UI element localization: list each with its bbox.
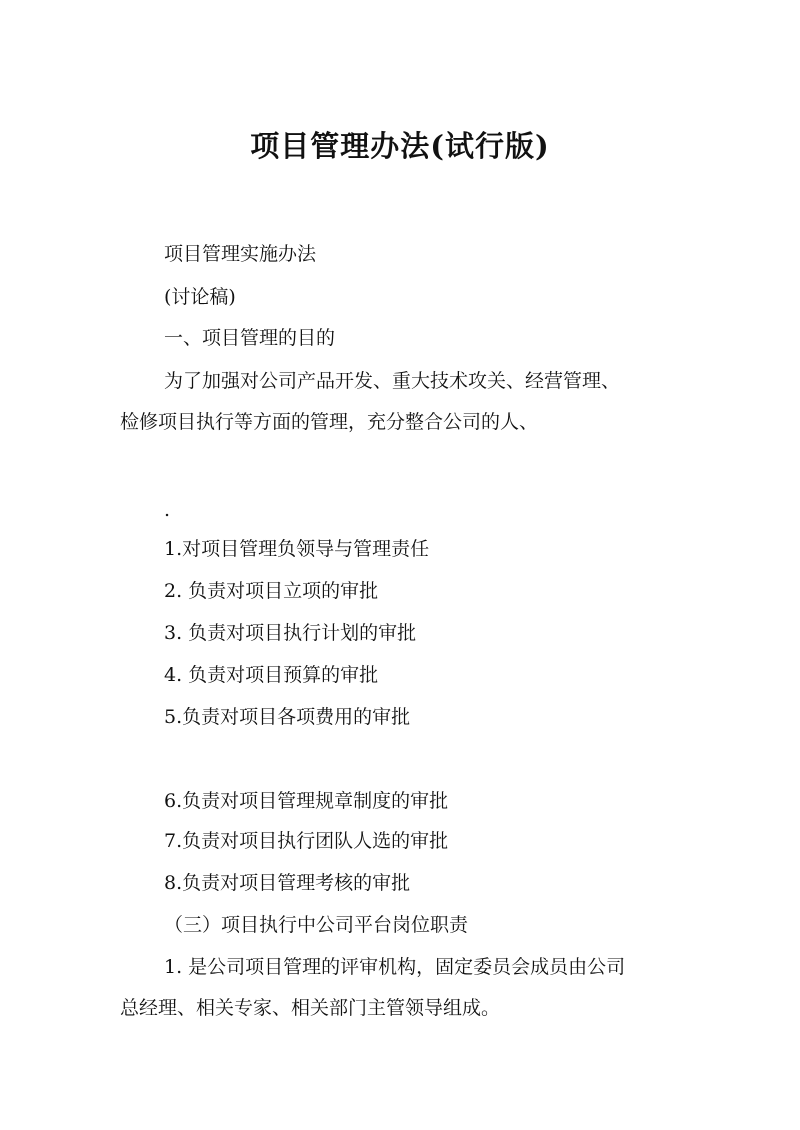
duty-item: 2. 负责对项目立项的审批 — [164, 580, 379, 602]
purpose-paragraph-line-1: 为了加强对公司产品开发、重大技术攻关、经营管理、 — [164, 370, 621, 392]
duty-item: 5.负责对项目各项费用的审批 — [164, 706, 411, 728]
subtitle: 项目管理实施办法 — [164, 243, 317, 265]
separator-dot: . — [164, 499, 171, 521]
duty-item: 6.负责对项目管理规章制度的审批 — [164, 790, 449, 812]
platform-paragraph-line-1: 1. 是公司项目管理的评审机构，固定委员会成员由公司 — [164, 956, 626, 978]
duty-item: 1.对项目管理负领导与管理责任 — [164, 538, 430, 560]
document-title: 项目管理办法(试行版) — [250, 129, 550, 163]
section-3-heading: （三）项目执行中公司平台岗位职责 — [164, 914, 469, 936]
duty-item: 3. 负责对项目执行计划的审批 — [164, 622, 417, 644]
duty-item: 7.负责对项目执行团队人选的审批 — [164, 830, 449, 852]
platform-paragraph-line-2: 总经理、相关专家、相关部门主管领导组成。 — [120, 997, 501, 1019]
duty-item: 4. 负责对项目预算的审批 — [164, 664, 379, 686]
purpose-paragraph-line-2: 检修项目执行等方面的管理，充分整合公司的人、 — [120, 411, 539, 433]
section-1-heading: 一、项目管理的目的 — [164, 327, 336, 349]
duty-item: 8.负责对项目管理考核的审批 — [164, 872, 411, 894]
draft-note: (讨论稿) — [164, 286, 236, 308]
